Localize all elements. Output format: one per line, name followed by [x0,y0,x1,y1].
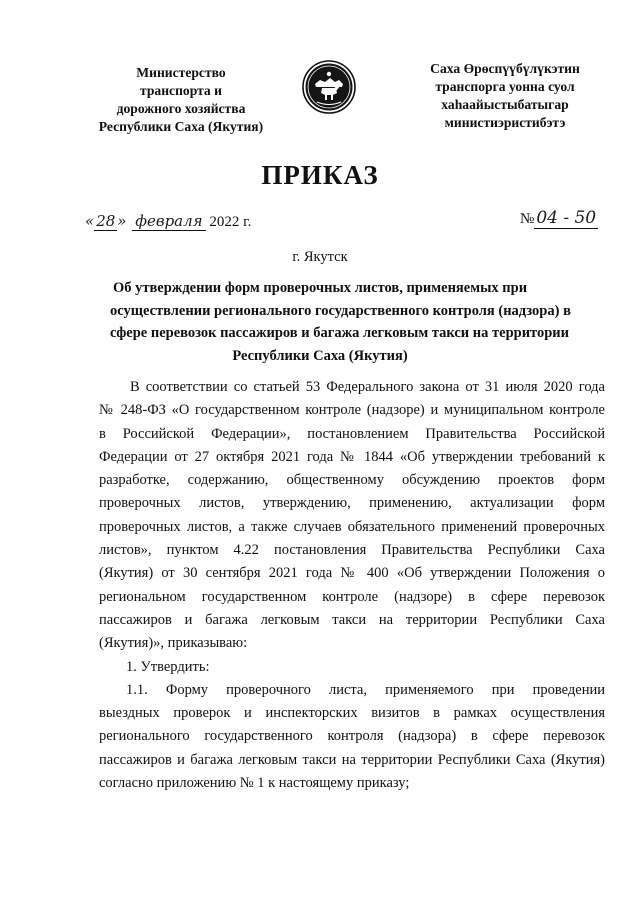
body-line: пассажиров и багажа легковым такси на территории Республики Саха [99,611,605,628]
date-open-quote: « [85,212,95,230]
order-number-prefix: № [520,211,535,227]
ministry-name-line: хаһаайыстыбатыгар [441,97,569,112]
clause-line: выездных проверок и инспекторских визитов в рамках осуществления [99,705,605,722]
order-number [520,208,598,228]
body-line: проверочных листов, утверждению, применению, актуализации форм [99,495,605,512]
clause-line: регионального государственного контроля (надзора) в сфере перевозок [99,728,605,745]
body-line: региональном государственном контроле (надзоре) в сфере перевозок [99,588,605,605]
order-date [85,212,251,231]
body-line: разработке, содержанию, общественному обсуждению проектов форм [99,472,605,489]
body-line: (Якутия) от 30 сентября 2021 года № 400 «Об утверждении Положения о [99,565,605,582]
body-line: листов», пунктом 4.22 постановления Правительства Республики Саха [99,542,605,559]
body-line: проверочных листов, а также случаев обязательного применений проверочных [99,518,605,535]
body-line: в Российской Федерации», постановлением Правительства Российской [99,425,605,442]
order-body [99,376,605,795]
order-number-value: 04 - 50 [536,208,597,228]
clause-heading: 1. Утвердить: [126,658,210,675]
clause-line: 1.1. Форму проверочного листа, применяемого при проведении [126,681,605,698]
ministry-name-yakut [395,60,615,132]
date-close-quote: » [117,212,127,230]
date-month: февраля [132,212,205,231]
ministry-name-line: Министерство [136,65,226,80]
body-line: В соответствии со статьей 53 Федерального закона от 31 июля 2020 года [130,379,605,395]
ministry-name-line: министиэристибэтэ [444,115,566,130]
body-line: (Якутия)», приказываю: [99,635,248,652]
ministry-name-line: дорожного хозяйства [116,101,246,116]
ministry-name-russian [75,64,287,136]
subject-line: сфере перевозок пассажиров и багажа легковым такси на территории [110,325,570,341]
clause-line: пассажиров и багажа легковым такси на территории Республики Саха (Якутия) [99,751,605,768]
coat-of-arms-icon [302,60,356,114]
ministry-name-line: Республики Саха (Якутия) [98,119,264,134]
document-title: ПРИКАЗ [261,160,379,190]
ministry-name-line: транспорга уонна суол [435,79,575,94]
order-subject [110,277,571,367]
date-year: 2022 г. [209,214,252,230]
subject-line: Об утверждении форм проверочных листов, применяемых при [112,280,528,296]
city-line: г. Якутск [292,249,348,265]
clause-line: согласно приложению № 1 к настоящему приказу; [99,775,410,792]
ministry-name-line: транспорта и [140,83,222,98]
subject-line: осуществлении регионального государственного контроля (надзора) в [110,302,571,319]
body-line: № 248-ФЗ «О государственном контроле (надзоре) и муниципальном контроле [99,402,605,419]
date-day: 28 [96,212,116,230]
subject-line: Республики Саха (Якутия) [232,347,408,364]
ministry-name-line: Саха Өрөспүүбүлүкэтин [430,61,580,76]
body-line: Федерации от 27 октября 2021 года № 1844 «Об утверждении требований к [99,448,605,465]
